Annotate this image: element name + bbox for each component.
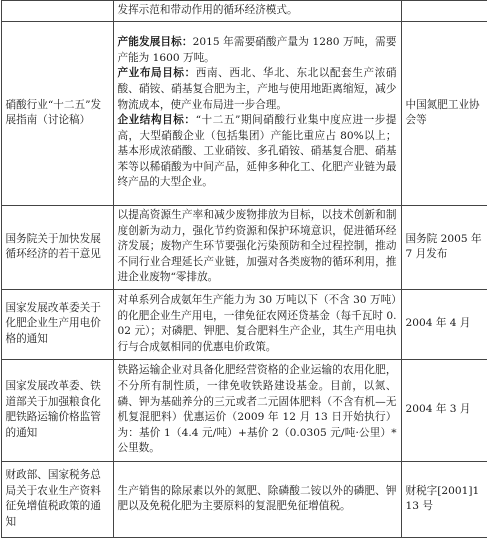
goal-paragraph <box>118 66 397 113</box>
policy-name-cell: 国家发展改革委、铁道部关于加强粮食化肥铁路运输价格监管的通知 <box>1 359 113 461</box>
issuer-cell: 国务院 2005 年 7 月发布 <box>401 205 487 289</box>
table-row <box>1 289 487 359</box>
policy-content-cell <box>113 21 401 205</box>
table-row <box>1 461 487 537</box>
table-row <box>1 1 487 22</box>
policy-table <box>1 0 487 538</box>
policy-name-cell: 国务院关于加快发展循环经济的若干意见 <box>1 205 113 289</box>
goal-text: 西南、西北、华北、东北以配套生产浓硝酸、硝铵、硝基复合肥为主，产地与使用地距离缩短，减少物流成本，使产业布局进一步合理。 <box>117 67 397 111</box>
goal-label: 产能发展目标： <box>117 36 193 49</box>
policy-name-cell: 硝酸行业“十二五”发展指南（讨论稿） <box>1 21 113 205</box>
policy-content-cell: 发挥示范和带动作用的循环经济模式。 <box>113 1 401 22</box>
issuer-cell: 2004 年 3 月 <box>401 359 487 461</box>
table-row <box>1 205 487 289</box>
policy-content-cell: 生产销售的除尿素以外的氮肥、除磷酸二铵以外的磷肥、钾肥以及免税化肥为主要原料的复混肥免征增值税。 <box>113 461 401 537</box>
goal-label: 企业结构目标： <box>117 114 196 127</box>
goal-label: 产业布局目标： <box>117 67 196 80</box>
issuer-cell: 中国氮肥工业协会等 <box>401 21 487 205</box>
issuer-cell <box>401 1 487 22</box>
goal-paragraph <box>118 113 397 191</box>
goal-paragraph <box>118 35 397 66</box>
goal-text: “十二五”期间硝酸行业集中度应进一步提高，大型硝酸企业（包括集团）产能比重应占 80%以上；基本形成浓硝酸、工业硝铵、多孔硝铵、硝基复合肥、硝基苯等以稀硝酸为中间产品，延伸多种化工、化肥产业链为最终产品的大型企业。 <box>117 114 397 189</box>
issuer-cell: 财税字[2001]113 号 <box>401 461 487 537</box>
policy-name-cell <box>1 1 113 22</box>
policy-content-cell: 对单系列合成氨年生产能力为 30 万吨以下（不含 30 万吨）的化肥企业生产用电，一律免征农网还贷基金（每千瓦时 0.02 元）；对磷肥、钾肥、复合肥料生产企业，其生产用电执行与合成氨相同的优惠电价政策。 <box>113 289 401 359</box>
table-row <box>1 359 487 461</box>
issuer-cell: 2004 年 4 月 <box>401 289 487 359</box>
table-row <box>1 21 487 205</box>
policy-name-cell: 财政部、国家税务总局关于农业生产资料征免增值税政策的通知 <box>1 461 113 537</box>
policy-content-cell: 铁路运输企业对具备化肥经营资格的企业运输的农用化肥，不分所有制性质，一律免收铁路建设基金。目前，以氮、磷、钾为基础养分的三元或者二元固体肥料（不含有机—无机复混肥料）优惠运价（2009 年 12 月 13 日开始执行）为：基价 1（4.4 元/吨）+基价 2（0.0305 元/吨·公里）*公里数。 <box>113 359 401 461</box>
policy-content-cell: 以提高资源生产率和减少废物排放为目标，以技术创新和制度创新为动力，强化节约资源和保护环境意识，促进循环经济发展；废物产生环节要强化污染预防和全过程控制，推动不同行业合理延长产业链，加强对各类废物的循环利用，推进企业废物“零排放。 <box>113 205 401 289</box>
goal-text: 2015 年需要硝酸产量为 1280 万吨，需要产能为 1600 万吨。 <box>117 36 397 64</box>
policy-name-cell: 国家发展改革委关于化肥企业生产用电价格的通知 <box>1 289 113 359</box>
